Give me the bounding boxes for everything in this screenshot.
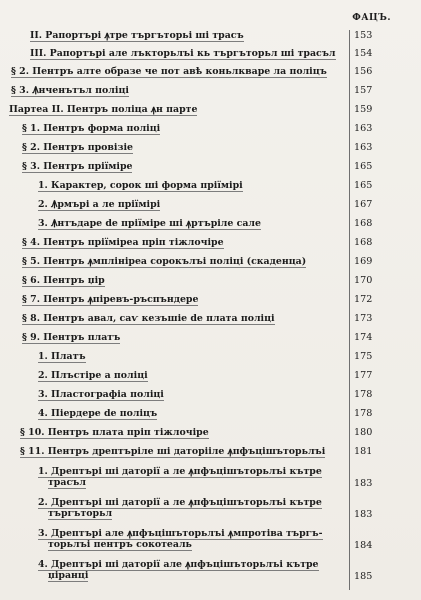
toc-entry-page: 159 bbox=[354, 104, 373, 115]
toc-entry bbox=[0, 528, 421, 552]
toc-entry-page: 163 bbox=[354, 142, 373, 153]
toc-entry-continuation: џіранці bbox=[48, 570, 89, 581]
toc-entry bbox=[0, 559, 421, 583]
toc-entry-title: § 10. Пентръ плата пріп тіжлочіре bbox=[20, 427, 209, 438]
toc-entry-title: Партеа II. Пентръ поліца ꙟн парте bbox=[9, 104, 198, 115]
toc-entry-continuation: торьлъі пентръ сокотеаль bbox=[48, 539, 192, 550]
toc-entry-title: § 11. Пентръ дрептъріле ші даторііле ꙟпфъцішъторьлъі bbox=[20, 446, 326, 457]
toc-entry-title: § 5. Пентръ ꙟмплініреа сорокълъі поліці (скаденца) bbox=[22, 256, 307, 267]
toc-entry-page: 177 bbox=[354, 370, 373, 381]
toc-entry-title: 3. Пластографіа поліці bbox=[38, 389, 164, 400]
toc-entry-page: 156 bbox=[354, 66, 373, 77]
toc-entry-page: 174 bbox=[354, 332, 373, 343]
toc-entry-title: 3. Дрептърі але ꙟпфъцішъторьлъі ꙟмпротіва търгъ- bbox=[38, 528, 323, 539]
toc-entry-page: 183 bbox=[354, 509, 373, 520]
toc-entry-page: 183 bbox=[354, 478, 373, 489]
toc-entry-title: 2. Дрептърі ші даторії а ле ꙟпфъцішъторьлъі кътре bbox=[38, 497, 322, 508]
toc-entry-page: 167 bbox=[354, 199, 373, 210]
toc-entry-continuation: търгъторьл bbox=[48, 508, 113, 519]
toc-entry-page: 157 bbox=[354, 85, 373, 96]
toc-entry-title: 2. Ꙟрмърі а ле пріїмірі bbox=[38, 199, 161, 210]
toc-entry-page: 178 bbox=[354, 408, 373, 419]
toc-entry-page: 172 bbox=[354, 294, 373, 305]
toc-entry-title: § 3. Ꙟнченътъл поліці bbox=[11, 85, 129, 96]
toc-entry-page: 170 bbox=[354, 275, 373, 286]
toc-entry-title: 3. Ꙟнтъдаре de пріїміре ші ꙟртъріле сале bbox=[38, 218, 262, 229]
toc-entry-title: 1. Платъ bbox=[38, 351, 86, 362]
toc-entry-title: 4. Піердере de поліцъ bbox=[38, 408, 158, 419]
toc-entry-title: § 2. Пентръ провізіе bbox=[22, 142, 133, 153]
toc-entry-page: 184 bbox=[354, 540, 373, 551]
toc-entry-title: § 2. Пентръ алте образе че пот авѣ коньлкваре ла поліцъ bbox=[11, 66, 327, 77]
toc-entry-page: 168 bbox=[354, 237, 373, 248]
toc-entry bbox=[0, 466, 421, 490]
toc-entry-page: 180 bbox=[354, 427, 373, 438]
toc-entry-page: 168 bbox=[354, 218, 373, 229]
toc-entry-title: 4. Дрептърі ші даторії але ꙟпфъцішъторьлъі кътре bbox=[38, 559, 319, 570]
toc-entry-page: 175 bbox=[354, 351, 373, 362]
toc-entry-title: II. Рапортърі ꙟтре търгъторьі ші трасъ bbox=[30, 30, 244, 41]
toc-entry-page: 165 bbox=[354, 180, 373, 191]
toc-entry-title: § 8. Пентръ авал, саѵ кезъшіе de плата поліці bbox=[22, 313, 275, 324]
toc-entry-title: § 9. Пентръ платъ bbox=[22, 332, 121, 343]
toc-entry-title: § 3. Пентръ пріїміре bbox=[22, 161, 133, 172]
toc-entry-page: 153 bbox=[354, 30, 373, 41]
toc-entry-page: 154 bbox=[354, 48, 373, 59]
toc-entry-title: 1. Дрептърі ші даторії а ле ꙟпфъцішъторьлъі кътре bbox=[38, 466, 322, 477]
toc-entry-page: 181 bbox=[354, 446, 373, 457]
toc-entry-page: 169 bbox=[354, 256, 373, 267]
toc-entry-page: 165 bbox=[354, 161, 373, 172]
toc-entry-title: § 7. Пентръ ꙟпіревъ-ръспъндере bbox=[22, 294, 199, 305]
toc-entry-title: 1. Карактер, сорок ші форма пріїмірі bbox=[38, 180, 243, 191]
toc-entry-page: 178 bbox=[354, 389, 373, 400]
toc-entry-page: 163 bbox=[354, 123, 373, 134]
toc-entry-page: 173 bbox=[354, 313, 373, 324]
toc-entry-title: § 6. Пентръ џір bbox=[22, 275, 105, 286]
toc-entry-continuation: трасъл bbox=[48, 477, 86, 488]
toc-entry-title: 2. Плъстіре а поліці bbox=[38, 370, 148, 381]
toc-entry-title: § 1. Пентръ форма поліці bbox=[22, 123, 161, 134]
toc-entry-title: § 4. Пентръ пріїміреа пріп тіжлочіре bbox=[22, 237, 224, 248]
toc-entry bbox=[0, 497, 421, 521]
toc-entry-title: III. Рапортърі але лъкторьлъі кь търгъторьл ші трасъл bbox=[30, 48, 336, 59]
toc-entry-page: 185 bbox=[354, 571, 373, 582]
running-head: ФАЦЪ. bbox=[352, 13, 391, 23]
